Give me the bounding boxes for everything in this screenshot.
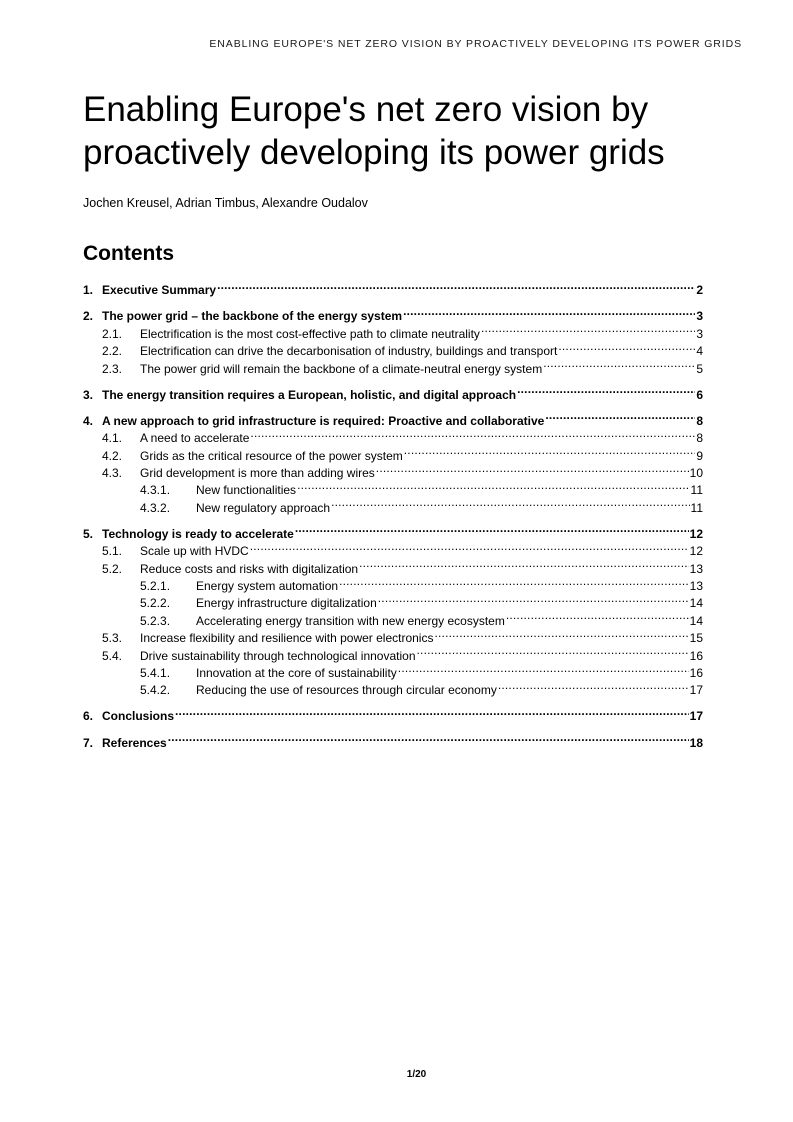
- toc-entry[interactable]: [83, 494, 703, 515]
- toc-dot-leader: [545, 407, 695, 424]
- toc-dot-leader: [498, 677, 689, 694]
- toc-dot-leader: [250, 425, 695, 442]
- toc-entry-number: 5.1.: [102, 544, 123, 559]
- toc-dot-leader: [398, 660, 689, 677]
- toc-entry[interactable]: [83, 703, 703, 724]
- toc-entry-title[interactable]: Scale up with HVDC: [140, 544, 249, 559]
- toc-entry-title[interactable]: References: [102, 735, 167, 750]
- toc-entry-number: 4.3.: [102, 465, 123, 480]
- toc-dot-leader: [558, 338, 695, 355]
- toc-entry-page[interactable]: 2: [696, 283, 703, 298]
- toc-entry-title[interactable]: Electrification can drive the decarbonisation of industry, buildings and transport: [140, 344, 558, 359]
- toc-entry-page[interactable]: 17: [689, 709, 703, 724]
- toc-entry-title[interactable]: The power grid will remain the backbone of a climate-neutral energy system: [140, 361, 543, 376]
- toc-entry-number: 1.: [83, 283, 94, 298]
- toc-entry-page[interactable]: 9: [696, 448, 703, 463]
- toc-entry[interactable]: [83, 520, 703, 541]
- toc-entry-number: 2.2.: [102, 344, 123, 359]
- toc-entry[interactable]: [83, 381, 703, 402]
- toc-dot-leader: [331, 494, 689, 511]
- toc-entry-title[interactable]: Executive Summary: [102, 283, 217, 298]
- toc-entry-title[interactable]: New functionalities: [196, 483, 297, 498]
- toc-entry-number: 4.3.2.: [140, 500, 171, 515]
- document-title: Enabling Europe's net zero vision by proactively developing its power grids: [83, 90, 665, 172]
- toc-entry-number: 5.4.: [102, 648, 123, 663]
- toc-entry-page[interactable]: 15: [689, 631, 703, 646]
- toc-entry[interactable]: [83, 355, 703, 376]
- toc-dot-leader: [217, 277, 695, 294]
- toc-dot-leader: [339, 573, 689, 590]
- toc-dot-leader: [378, 590, 689, 607]
- toc-entry[interactable]: [83, 303, 703, 324]
- toc-entry-number: 2.3.: [102, 361, 123, 376]
- toc-entry-page[interactable]: 14: [689, 613, 703, 628]
- toc-entry-page[interactable]: 11: [690, 483, 703, 498]
- toc-entry-number: 4.3.1.: [140, 483, 171, 498]
- toc-entry-number: 2.: [83, 309, 94, 324]
- toc-entry-page[interactable]: 8: [696, 431, 703, 446]
- toc-entry[interactable]: [83, 460, 703, 480]
- toc-entry-title[interactable]: The energy transition requires a European, holistic, and digital approach: [102, 387, 517, 402]
- table-of-contents: [83, 277, 703, 750]
- toc-entry-number: 5.3.: [102, 631, 123, 646]
- toc-entry-title[interactable]: A new approach to grid infrastructure is required: Proactive and collaborative: [102, 413, 545, 428]
- toc-entry-number: 5.: [83, 526, 94, 541]
- toc-entry-page[interactable]: 14: [689, 596, 703, 611]
- toc-entry-title[interactable]: Grids as the critical resource of the power system: [140, 448, 403, 463]
- toc-entry-number: 5.2.2.: [140, 596, 171, 611]
- toc-dot-leader: [359, 555, 689, 572]
- toc-entry-number: 7.: [83, 735, 94, 750]
- toc-entry-number: 6.: [83, 709, 94, 724]
- toc-entry[interactable]: [83, 338, 703, 359]
- toc-entry-number: 4.2.: [102, 448, 123, 463]
- toc-entry[interactable]: [83, 407, 703, 428]
- toc-entry-number: 5.2.: [102, 561, 123, 576]
- toc-entry-page[interactable]: 5: [696, 361, 703, 376]
- toc-entry-page[interactable]: 13: [689, 561, 703, 576]
- toc-entry-page[interactable]: 13: [689, 579, 703, 593]
- page-number: 1/20: [406, 1069, 427, 1080]
- toc-entry[interactable]: [83, 660, 703, 680]
- toc-entry-number: 4.1.: [102, 431, 123, 446]
- toc-dot-leader: [297, 477, 689, 494]
- toc-entry-page[interactable]: 8: [696, 413, 703, 428]
- toc-entry-page[interactable]: 10: [689, 465, 703, 480]
- toc-dot-leader: [517, 381, 695, 398]
- toc-dot-leader: [175, 703, 689, 720]
- toc-entry-title[interactable]: New regulatory approach: [196, 500, 331, 515]
- toc-dot-leader: [376, 460, 689, 477]
- toc-entry-page[interactable]: 3: [696, 326, 703, 341]
- toc-entry[interactable]: [83, 590, 703, 611]
- toc-entry-title[interactable]: The power grid – the backbone of the energy system: [102, 309, 403, 324]
- toc-entry-page[interactable]: 4: [696, 344, 703, 359]
- toc-entry-number: 4.: [83, 413, 94, 428]
- toc-entry[interactable]: [83, 442, 703, 463]
- toc-entry-page[interactable]: 17: [689, 683, 703, 698]
- toc-entry[interactable]: [83, 425, 703, 446]
- toc-entry-number: 5.2.1.: [140, 579, 171, 593]
- toc-dot-leader: [481, 320, 695, 337]
- toc-entry-page[interactable]: 18: [689, 735, 703, 750]
- toc-dot-leader: [404, 442, 696, 459]
- toc-entry[interactable]: [83, 677, 703, 698]
- toc-entry-page[interactable]: 3: [696, 309, 703, 324]
- toc-dot-leader: [417, 642, 689, 659]
- toc-entry-number: 5.2.3.: [140, 613, 171, 628]
- toc-entry-title[interactable]: Technology is ready to accelerate: [102, 526, 294, 541]
- toc-entry-number: 3.: [83, 387, 94, 402]
- toc-dot-leader: [543, 355, 695, 372]
- toc-entry-page[interactable]: 12: [689, 526, 703, 541]
- toc-entry-title[interactable]: Energy system automation: [196, 579, 339, 593]
- toc-entry-title[interactable]: Increase flexibility and resilience with power electronics: [140, 631, 434, 646]
- toc-entry-number: 5.4.2.: [140, 683, 171, 698]
- toc-dot-leader: [168, 729, 689, 746]
- toc-entry-title[interactable]: Drive sustainability through technological innovation: [140, 648, 416, 663]
- toc-entry-title[interactable]: Accelerating energy transition with new energy ecosystem: [196, 613, 505, 628]
- running-header: ENABLING EUROPE'S NET ZERO VISION BY PROACTIVELY DEVELOPING ITS POWER GRIDS: [209, 38, 742, 50]
- toc-entry-page[interactable]: 6: [696, 387, 703, 402]
- toc-dot-leader: [250, 538, 689, 555]
- toc-entry-title[interactable]: Reducing the use of resources through circular economy: [196, 683, 497, 698]
- toc-entry-title[interactable]: Grid development is more than adding wires: [140, 465, 375, 480]
- toc-entry-page[interactable]: 12: [689, 544, 703, 559]
- toc-entry[interactable]: [83, 555, 703, 576]
- contents-heading: Contents: [83, 242, 174, 265]
- toc-entry[interactable]: [83, 642, 703, 663]
- toc-entry[interactable]: [83, 477, 703, 498]
- toc-dot-leader: [403, 303, 695, 320]
- toc-entry[interactable]: [83, 320, 703, 341]
- toc-entry-title[interactable]: Innovation at the core of sustainability: [196, 665, 397, 680]
- toc-entry-number: 5.4.1.: [140, 665, 171, 680]
- toc-entry[interactable]: [83, 625, 703, 646]
- toc-entry-title[interactable]: Conclusions: [102, 709, 175, 724]
- toc-dot-leader: [434, 625, 688, 642]
- toc-entry[interactable]: [83, 573, 703, 593]
- toc-entry-title[interactable]: Energy infrastructure digitalization: [196, 596, 377, 611]
- toc-entry-title[interactable]: Reduce costs and risks with digitalization: [140, 561, 359, 576]
- toc-entry[interactable]: [83, 277, 703, 298]
- toc-entry-title[interactable]: A need to accelerate: [140, 431, 250, 446]
- toc-entry-page[interactable]: 16: [689, 648, 703, 663]
- toc-entry-page[interactable]: 16: [689, 665, 703, 680]
- toc-dot-leader: [506, 607, 689, 624]
- toc-entry-number: 2.1.: [102, 326, 123, 341]
- toc-dot-leader: [295, 520, 689, 537]
- toc-entry-title[interactable]: Electrification is the most cost-effective path to climate neutrality: [140, 326, 480, 341]
- toc-entry[interactable]: [83, 607, 703, 628]
- toc-entry-page[interactable]: 11: [690, 500, 703, 515]
- toc-entry[interactable]: [83, 538, 703, 559]
- toc-entry[interactable]: [83, 729, 703, 750]
- document-authors: Jochen Kreusel, Adrian Timbus, Alexandre Oudalov: [83, 196, 368, 210]
